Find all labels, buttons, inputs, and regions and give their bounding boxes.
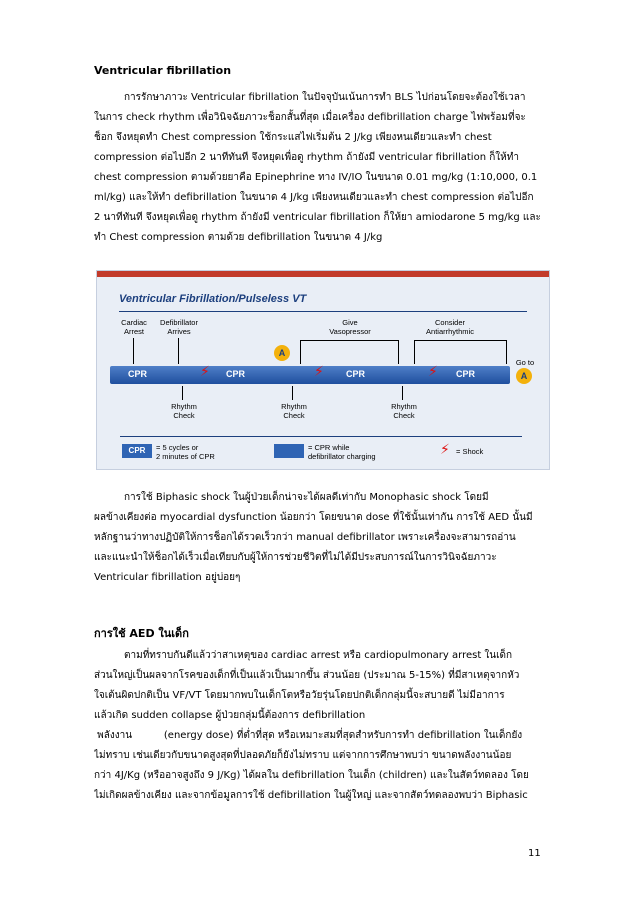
text-line: compression ต่อไปอีก 2 นาทีทันที จึงหยุดเพื่อดู rhythm ถ้ายังมี ventricular fibrillation ก็ให้ทำ [94,152,519,163]
text-line: ใจเต้นผิดปกติเป็น VF/VT โดยมากพบในเด็กโตหรือวัยรุ่นโดยปกติเด็กกลุ่มนี้จะสบายดี ไม่มีอาการ [94,690,505,701]
marker-line [402,386,403,400]
marker-line [398,340,399,364]
text-line: ไม่ทราบ เช่นเดียวกับขนาดสูงสุดที่ปลอดภัยก็ยังไม่ทราบ แต่จากการศึกษาพบว่า ขนาดพลังงานน้อย [94,750,512,761]
text-line: กว่า 4J/Kg (หรืออาจสูงถึง 9 J/Kg) ได้ผลใน defibrillation ในเด็ก (children) และในสัตว์ทดลอง โดย [94,770,529,781]
label-give-vasopressor: Give Vasopressor [329,318,371,336]
text-line: ทำ Chest compression ตามด้วย defibrillation ในขนาด 4 J/kg [94,232,383,243]
cpr-label: CPR [346,369,366,379]
cpr-label: CPR [128,369,148,379]
section-heading-vf: Ventricular fibrillation [94,64,232,77]
paragraph-vf-treatment [94,88,546,248]
label-defibrillator-arrives: Defibrillator Arrives [160,318,198,336]
legend-charging: = CPR while defibrillator charging [308,443,376,461]
marker-line [506,340,507,364]
marker-line [133,338,134,364]
shock-icon: ⚡ [428,364,438,380]
text-line: หลักฐานว่าทางปฏิบัติให้การช็อกได้รวดเร็วกว่า manual defibrillator เพราะเครื่องจะสามารถอ่าน [94,532,516,543]
legend-shock: = Shock [456,447,484,456]
shock-icon: ⚡ [200,364,210,380]
shock-icon: ⚡ [440,442,450,458]
goto-a-circle: A [516,368,532,384]
page-number: 11 [528,848,541,859]
label-consider-antiarrhythmic: Consider Antiarrhythmic [426,318,474,336]
legend-cpr-swatch: CPR [122,444,152,458]
text-line: การรักษาภาวะ Ventricular fibrillation ในปัจจุบันเน้นการทำ BLS ไปก่อนโดยจะต้องใช้เวลา [124,92,526,103]
cpr-label: CPR [226,369,246,379]
text-line: พลังงาน (energy dose) ที่ต่ำที่สุด หรือเหมาะสมที่สุดสำหรับการทำ defibrillation ในเด็กยัง [94,730,523,741]
label-cardiac-arrest: Cardiac Arrest [121,318,147,336]
shock-icon: ⚡ [314,364,324,380]
text-line: และแนะนำให้ช็อกได้เร็วเมื่อเทียบกับผู้ให้การช่วยชีวิตที่ไม่ได้มีประสบการณ์ในการวินิจฉัยภาวะ [94,552,497,563]
figure-title-rule [119,311,527,312]
label-go-to: Go to [515,358,535,367]
marker-line [292,386,293,400]
cpr-timeline-bar [110,366,510,384]
text-line: Ventricular fibrillation อยู่บ่อยๆ [94,572,241,583]
label-rhythm-check: Rhythm Check [281,402,307,420]
paragraph-aed-children [94,646,546,806]
marker-line [414,340,415,364]
text-line: ในการ check rhythm เพื่อวินิจฉัยภาวะช็อกสั้นที่สุด เมื่อเครื่อง defibrillation charge ไฟพร้อมที่จะ [94,112,526,123]
label-rhythm-check: Rhythm Check [391,402,417,420]
text-line: ตามที่ทราบกันดีแล้วว่าสาเหตุของ cardiac arrest หรือ cardiopulmonary arrest ในเด็ก [124,650,513,661]
text-line: chest compression ตามด้วยยาคือ Epinephrine ทาง IV/IO ในขนาด 0.01 mg/kg (1:10,000, 0.1 [94,172,538,183]
text-line: การใช้ Biphasic shock ในผู้ป่วยเด็กน่าจะได้ผลดีเท่ากับ Monophasic shock โดยมี [124,492,489,503]
legend-charging-swatch [274,444,304,458]
marker-line [300,340,301,364]
figure-top-bar [97,271,549,277]
figure-title: Ventricular Fibrillation/Pulseless VT [119,293,307,305]
paragraph-biphasic [94,488,546,588]
bracket-line [300,340,398,341]
legend-cycles: = 5 cycles or 2 minutes of CPR [156,443,215,461]
algorithm-a-circle: A [274,345,290,361]
text-line: 2 นาทีทันที จึงหยุดเพื่อดู rhythm ถ้ายังมี ventricular fibrillation ก็ให้ยา amiodarone 5 mg/kg และ [94,212,541,223]
text-line: ml/kg) และให้ทำ defibrillation ในขนาด 4 J/kg เพียงหนเดียวและทำ chest compression ต่อไปอีก [94,192,534,203]
cpr-label: CPR [456,369,476,379]
text-line: ผลข้างเคียงต่อ myocardial dysfunction น้อยกว่า โดยขนาด dose ที่ใช้นั้นเท่ากัน การใช้ AED นั้นมี [94,512,533,523]
text-line: ไม่เกิดผลข้างเคียง และจากข้อมูลการใช้ defibrillation ในผู้ใหญ่ และจากสัตว์ทดลองพบว่า Biphasic [94,790,528,801]
text-line: ส่วนใหญ่เป็นผลจากโรคของเด็กที่เป็นแล้วเป็นมากขึ้น ส่วนน้อย (ประมาณ 5-15%) ที่มีสาเหตุจากหัว [94,670,520,681]
text-line: ช็อก จึงหยุดทำ Chest compression ใช้กระแสไฟเริ่มต้น 2 J/kg เพียงหนเดียวและทำ chest [94,132,492,143]
marker-line [182,386,183,400]
legend-rule [120,436,522,437]
text-line: แล้วเกิด sudden collapse ผู้ป่วยกลุ่มนี้ต้องการ defibrillation [94,710,366,721]
marker-line [178,338,179,364]
label-rhythm-check: Rhythm Check [171,402,197,420]
section-heading-aed: การใช้ AED ในเด็ก [94,627,189,640]
bracket-line [414,340,506,341]
